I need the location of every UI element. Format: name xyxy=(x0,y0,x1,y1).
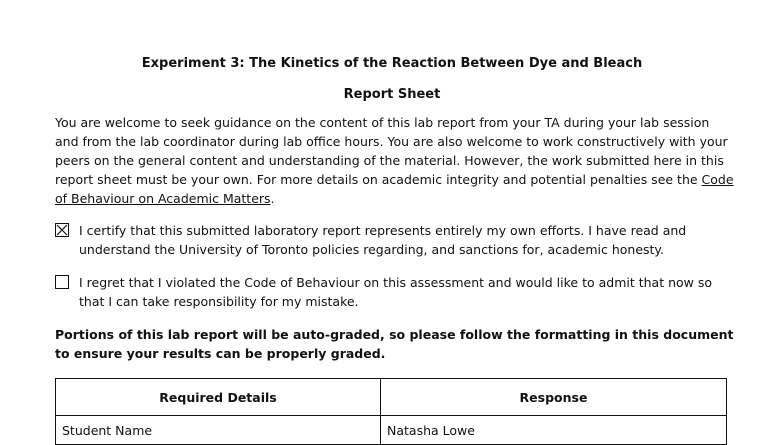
admit-violation-label: I regret that I violated the Code of Behaviour on this assessment and would like to admit that now so that I can take responsibility for my mistake. xyxy=(79,275,713,309)
certification-own-work xyxy=(55,221,735,259)
certify-own-work-checkbox[interactable] xyxy=(55,223,69,237)
document-title: Experiment 3: The Kinetics of the Reaction Between Dye and Bleach xyxy=(141,56,643,71)
header-response: Response xyxy=(381,379,727,416)
autograde-note: Portions of this lab report will be auto-graded, so please follow the formatting in this document to ensure your results can be properly graded. xyxy=(55,327,734,361)
details-table xyxy=(55,378,727,445)
table-header-row xyxy=(56,379,727,416)
document-subtitle: Report Sheet xyxy=(343,87,441,102)
intro-end: . xyxy=(270,191,275,206)
header-required-details: Required Details xyxy=(56,379,381,416)
student-name-value[interactable]: Natasha Lowe xyxy=(381,416,727,445)
student-name-label: Student Name xyxy=(56,416,381,445)
intro-paragraph xyxy=(55,113,735,208)
intro-text: You are welcome to seek guidance on the content of this lab report from your TA during your lab session and from the lab coordinator during lab office hours. You are also welcome to work constructively with your peers on the general content and understanding of the material. However, the work submitted here in this report sheet must be your own. For more details on academic integrity and potential penalties see the xyxy=(55,115,728,187)
admit-violation-checkbox[interactable] xyxy=(55,275,69,289)
certify-own-work-label: I certify that this submitted laboratory report represents entirely my own efforts. I have read and understand the University of Toronto policies regarding, and sanctions for, academic honesty. xyxy=(79,223,687,257)
certification-violation xyxy=(55,273,735,311)
table-row xyxy=(56,416,727,445)
checked-x-icon xyxy=(56,224,68,236)
code-of-behaviour-link[interactable]: Code of Behaviour on Academic Matters xyxy=(55,172,734,206)
